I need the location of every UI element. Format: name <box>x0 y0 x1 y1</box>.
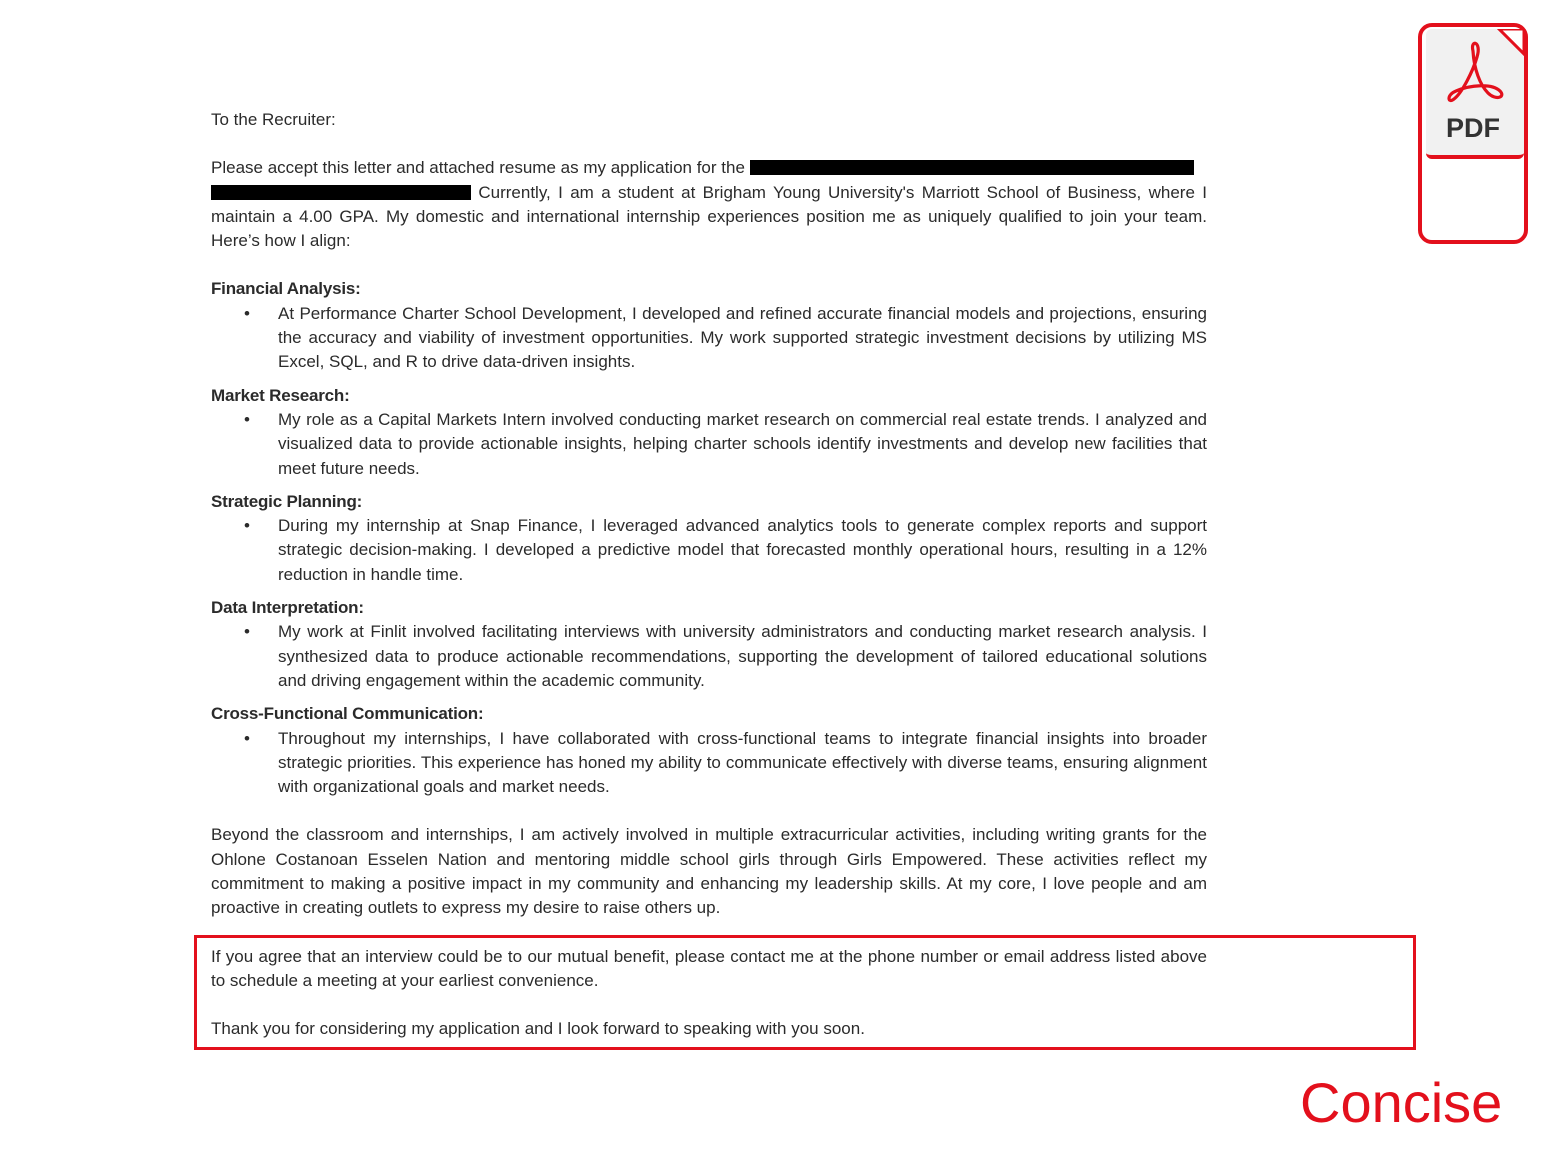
list-item <box>211 302 1207 375</box>
pdf-label: PDF <box>1446 113 1500 143</box>
section-heading: Financial Analysis: <box>211 279 361 299</box>
redaction-bar <box>211 185 471 200</box>
section-financial-analysis <box>211 277 1207 374</box>
concise-label: Concise <box>1300 1071 1503 1134</box>
pdf-file-icon <box>1418 23 1528 244</box>
bullet-icon: • <box>244 622 250 642</box>
closing-request-paragraph: If you agree that an interview could be to our mutual benefit, please contact me at the phone number or email address listed above to schedule a meeting at your earliest convenience. <box>211 946 1207 990</box>
bullet-icon: • <box>244 409 250 429</box>
bullet-icon: • <box>244 303 250 323</box>
redaction-bar <box>750 160 1194 175</box>
section-data-interpretation <box>211 596 1207 693</box>
list-item <box>211 727 1207 800</box>
section-heading: Data Interpretation: <box>211 598 364 618</box>
bullet-text: My work at Finlit involved facilitating interviews with university administrators and conducting market research analysis. I synthesized data to produce actionable recommendations, supporting the development of tailored educational solutions and driving engagement within the academic community. <box>278 622 1207 690</box>
section-strategic-planning <box>211 490 1207 587</box>
closing-thanks-paragraph: Thank you for considering my application and I look forward to speaking with you soon. <box>211 1019 865 1039</box>
bullet-text: During my internship at Snap Finance, I leveraged advanced analytics tools to generate complex reports and support strategic decision-making. I developed a predictive model that forecasted monthly operational hours, resulting in a 12% reduction in handle time. <box>278 516 1207 584</box>
section-heading: Cross-Functional Communication: <box>211 704 484 724</box>
bullet-text: Throughout my internships, I have collaborated with cross-functional teams to integrate financial insights into broader strategic priorities. This experience has honed my ability to communicate effectively with diverse teams, ensuring alignment with organizational goals and market needs. <box>278 728 1207 797</box>
section-market-research <box>211 384 1207 481</box>
section-cross-functional-communication <box>211 702 1207 799</box>
extracurricular-paragraph: Beyond the classroom and internships, I am actively involved in multiple extracurricular activities, including writing grants for the Ohlone Costanoan Esselen Nation and mentoring middle school girls through Girls Empowered. These activities reflect my commitment to making a positive impact in my community and enhancing my leadership skills. At my core, I love people and am proactive in creating outlets to express my desire to raise others up. <box>211 825 1207 918</box>
bullet-icon: • <box>244 516 250 536</box>
list-item <box>211 514 1207 587</box>
intro-continuation: Currently, I am a student at Brigham Young University's Marriott School of Business, where I maintain a 4.00 GPA. My domestic and international internship experiences position me as uniquely qualified to join your team. Here’s how I align: <box>211 182 1207 251</box>
intro-start: Please accept this letter and attached resume as my application for the <box>211 158 745 178</box>
section-heading: Strategic Planning: <box>211 491 363 511</box>
cover-letter <box>211 108 1207 1042</box>
bullet-text: At Performance Charter School Development, I developed and refined accurate financial models and projections, ensuring the accuracy and viability of investment opportunities. My work supported strategic investment decisions by utilizing MS Excel, SQL, and R to drive data-driven insights. <box>278 303 1207 372</box>
bullet-icon: • <box>244 728 250 748</box>
salutation: To the Recruiter: <box>211 110 336 129</box>
bullet-text: My role as a Capital Markets Intern involved conducting market research on commercial real estate trends. I analyzed and visualized data to provide actionable insights, helping charter schools identify investments and develop new facilities that meet future needs. <box>278 409 1207 478</box>
acrobat-logo-icon <box>1426 29 1524 109</box>
section-heading: Market Research: <box>211 385 350 405</box>
intro-paragraph <box>211 156 1207 253</box>
closing-highlight-box <box>194 935 1416 1050</box>
list-item <box>211 408 1207 481</box>
list-item <box>211 620 1207 693</box>
